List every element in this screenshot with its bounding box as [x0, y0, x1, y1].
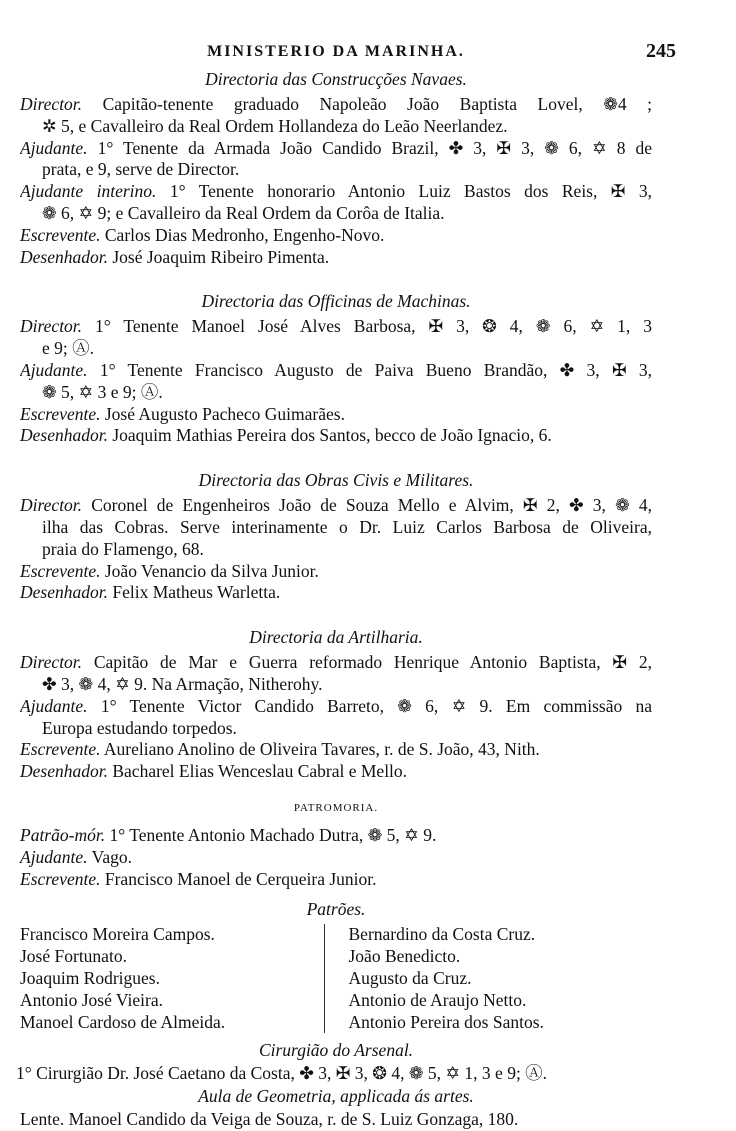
- role-label: Escrevente.: [20, 403, 101, 424]
- entry-line: [20, 247, 652, 269]
- entry-text: 1° Tenente Manoel José Alves Barbosa, ✠ 3, ❂ 4, ❁ 6, ✡ 1, 3: [95, 316, 652, 337]
- staff-entry: [20, 138, 652, 182]
- entry-text: João Venancio da Silva Junior.: [104, 560, 319, 581]
- role-label: Desenhador.: [20, 761, 108, 782]
- staff-entry: [20, 495, 652, 560]
- entry-text: Joaquim Mathias Pereira dos Santos, becco de João Ignacio, 6.: [112, 425, 552, 446]
- entry-text: Capitão de Mar e Guerra reformado Henrique Antonio Baptista, ✠ 2,: [93, 652, 652, 673]
- entry-line: [20, 582, 652, 604]
- patrao-name: José Fortunato.: [20, 946, 127, 967]
- entry-line: [20, 517, 652, 539]
- staff-entry: [20, 425, 652, 447]
- entry-line: [20, 674, 652, 696]
- staff-entry: [20, 247, 652, 269]
- entry-text: 1° Tenente Victor Candido Barreto, ❁ 6, ✡ 9. Em commissão na: [100, 695, 652, 716]
- role-label: Director.: [20, 94, 83, 114]
- staff-entry: [20, 739, 652, 761]
- entry-text: e 9; Ⓐ.: [42, 338, 95, 359]
- entry-text: Capitão-tenente graduado Napoleão João Baptista Lovel, ❁4 ;: [102, 94, 652, 114]
- section-heading: Directoria das Officinas de Machinas.: [201, 291, 471, 312]
- section-heading-cirurgiao: Cirurgião do Arsenal.: [258, 1040, 414, 1061]
- section-heading: Directoria da Artilharia.: [249, 627, 423, 648]
- section-heading-patroes: Patrões.: [306, 899, 366, 920]
- entry-text: ilha das Cobras. Serve interinamente o Dr. Luiz Carlos Barbosa de Oliveira,: [42, 516, 652, 537]
- patroes-columns: [20, 924, 652, 1033]
- staff-entry: [20, 561, 652, 583]
- staff-entry: [20, 360, 652, 404]
- entry-line: [20, 138, 652, 160]
- role-label: Escrevente.: [20, 739, 101, 760]
- entry-line: [20, 495, 652, 517]
- role-label: Director.: [20, 316, 83, 337]
- entry-text: Felix Matheus Warletta.: [112, 582, 281, 603]
- patroes-left-column: [20, 924, 324, 1033]
- entry-text: ❁ 6, ✡ 9; e Cavalleiro da Real Ordem da Corôa de Italia.: [42, 202, 445, 223]
- entry-line: [20, 181, 652, 203]
- role-label: Escrevente.: [20, 560, 101, 581]
- patroes-right-column: [324, 924, 653, 1033]
- section-heading-aula: Aula de Geometria, applicada ás artes.: [198, 1086, 474, 1107]
- entry-line: [20, 116, 652, 138]
- staff-entry: [20, 94, 652, 138]
- entry-text: Carlos Dias Medronho, Engenho-Novo.: [104, 224, 385, 245]
- entry-line: [20, 652, 652, 674]
- role-label: Patrão-mór.: [20, 824, 106, 845]
- staff-entry: [20, 847, 652, 869]
- entry-text: ❁ 5, ✡ 3 e 9; Ⓐ.: [42, 381, 163, 402]
- entry-text: praia do Flamengo, 68.: [42, 538, 204, 559]
- role-label: Ajudante.: [20, 846, 88, 867]
- aula-entry: Lente. Manoel Candido da Veiga de Souza, r. de S. Luiz Gonzaga, 180.: [20, 1109, 519, 1130]
- entry-text: Europa estudando torpedos.: [42, 717, 237, 738]
- entry-line: [20, 761, 652, 783]
- entry-text: Bacharel Elias Wenceslau Cabral e Mello.: [112, 761, 408, 782]
- role-label: Director.: [20, 495, 83, 516]
- role-label: Desenhador.: [20, 425, 108, 446]
- section-heading: Directoria das Construcções Navaes.: [205, 69, 467, 89]
- role-label: Ajudante.: [20, 695, 88, 716]
- entry-line: [20, 203, 652, 225]
- staff-entry: [20, 696, 652, 740]
- role-label: Ajudante interino.: [20, 181, 157, 202]
- entry-line: [20, 847, 652, 869]
- section-heading: PATROMORIA.: [293, 801, 379, 814]
- staff-entry: [20, 761, 652, 783]
- entry-line: [20, 869, 652, 891]
- entry-text: Vago.: [91, 846, 132, 867]
- entry-line: [20, 539, 652, 561]
- role-label: Ajudante.: [20, 359, 88, 380]
- entry-line: [20, 561, 652, 583]
- page-number: 245: [646, 40, 676, 62]
- staff-entry: [20, 404, 652, 426]
- entry-line: [20, 360, 652, 382]
- entry-line: [20, 739, 652, 761]
- entry-text: 1° Tenente da Armada João Candido Brazil, ✤ 3, ✠ 3, ❁ 6, ✡ 8 de: [97, 137, 652, 158]
- patrao-name: João Benedicto.: [348, 946, 461, 967]
- role-label: Escrevente.: [20, 224, 101, 245]
- patrao-name: Antonio Pereira dos Santos.: [348, 1011, 544, 1032]
- document-page: [16, 40, 676, 1131]
- patrao-name: Manoel Cardoso de Almeida.: [20, 1011, 226, 1032]
- entry-line: [20, 338, 652, 360]
- staff-entry: [20, 316, 652, 360]
- patrao-name: Augusto da Cruz.: [348, 967, 472, 988]
- entry-text: ✲ 5, e Cavalleiro da Real Ordem Hollandeza do Leão Neerlandez.: [42, 115, 508, 136]
- entry-text: 1° Tenente honorario Antonio Luiz Bastos dos Reis, ✠ 3,: [169, 181, 652, 202]
- staff-entry: [20, 181, 652, 225]
- staff-entry: [20, 582, 652, 604]
- staff-entry: [20, 225, 652, 247]
- patrao-name: Antonio José Vieira.: [20, 989, 163, 1010]
- entry-text: Aureliano Anolino de Oliveira Tavares, r. de S. João, 43, Nith.: [103, 739, 540, 760]
- entry-line: [20, 696, 652, 718]
- entry-text: Coronel de Engenheiros João de Souza Mello e Alvim, ✠ 2, ✤ 3, ❁ 4,: [91, 495, 652, 516]
- patrao-name: Antonio de Araujo Netto.: [348, 989, 527, 1010]
- entry-line: [20, 404, 652, 426]
- role-label: Ajudante.: [20, 137, 88, 158]
- entry-line: [20, 718, 652, 740]
- entry-text: prata, e 9, serve de Director.: [42, 159, 240, 180]
- patrao-name: Francisco Moreira Campos.: [20, 924, 215, 945]
- page-title: MINISTERIO DA MARINHA.: [207, 43, 465, 60]
- entry-line: [20, 94, 652, 116]
- entry-text: Francisco Manoel de Cerqueira Junior.: [104, 868, 377, 889]
- entry-text: José Joaquim Ribeiro Pimenta.: [112, 246, 330, 267]
- running-header: [20, 40, 676, 66]
- entry-line: [20, 316, 652, 338]
- entry-line: [20, 825, 652, 847]
- entry-line: [20, 159, 652, 181]
- entry-text: José Augusto Pacheco Guimarães.: [104, 403, 345, 424]
- role-label: Escrevente.: [20, 868, 101, 889]
- section-heading: Directoria das Obras Civis e Militares.: [198, 470, 474, 491]
- entry-text: ✤ 3, ❁ 4, ✡ 9. Na Armação, Nitherohy.: [42, 673, 323, 694]
- staff-entry: [20, 869, 652, 891]
- staff-entry: [20, 825, 652, 847]
- role-label: Director.: [20, 652, 83, 673]
- entry-line: [20, 425, 652, 447]
- role-label: Desenhador.: [20, 582, 108, 603]
- entry-text: 1° Tenente Francisco Augusto de Paiva Bueno Brandão, ✤ 3, ✠ 3,: [99, 359, 652, 380]
- role-label: Desenhador.: [20, 246, 108, 267]
- patrao-name: Joaquim Rodrigues.: [20, 967, 160, 988]
- cirurgiao-entry: 1° Cirurgião Dr. José Caetano da Costa, ✤ 3, ✠ 3, ❂ 4, ❁ 5, ✡ 1, 3 e 9; Ⓐ.: [16, 1063, 548, 1084]
- entry-line: [20, 382, 652, 404]
- patrao-name: Bernardino da Costa Cruz.: [348, 924, 536, 945]
- staff-entry: [20, 652, 652, 696]
- entry-text: 1° Tenente Antonio Machado Dutra, ❁ 5, ✡ 9.: [109, 824, 437, 845]
- sections: [20, 68, 652, 890]
- entry-line: [20, 225, 652, 247]
